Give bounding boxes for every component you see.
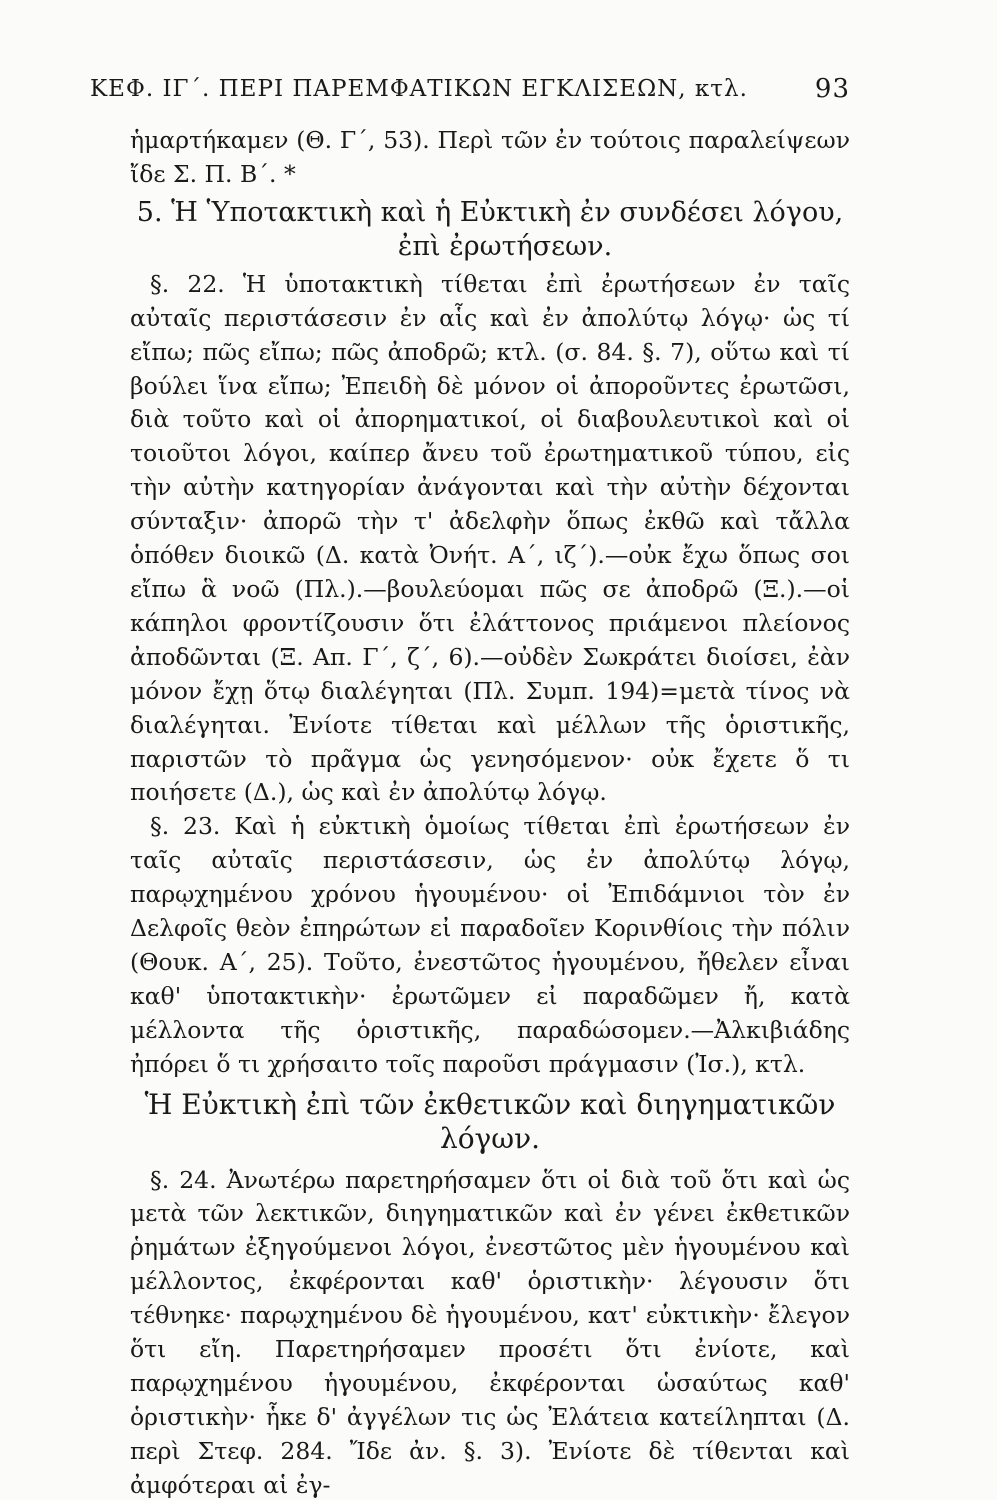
chapter-heading: ΚΕΦ. ΙΓ΄. ΠΕΡΙ ΠΑΡΕΜΦΑΤΙΚΩΝ ΕΓΚΛΙΣΕΩΝ, κτλ. <box>90 76 748 102</box>
subsection-heading: Ἡ Εὐκτικὴ ἐπὶ τῶν ἐκθετικῶν καὶ διηγηματικῶν λόγων. <box>144 1087 836 1155</box>
paragraph-continuation: ἡμαρτήκαμεν (Θ. Γ΄, 53). Περὶ τῶν ἐν τούτοις παραλείψεων ἴδε Σ. Π. Β΄. * <box>130 126 850 188</box>
paragraph-22: §. 22. Ἡ ὑποτακτικὴ τίθεται ἐπὶ ἐρωτήσεων ἐν ταῖς αὐταῖς περιστάσεσιν ἐν αἷς καὶ ἐν ἀπολύτῳ λόγῳ· ὡς τί εἴπω; πῶς εἴπω; πῶς ἀποδρῶ; κτλ. (σ. 84. §. 7), οὕτω καὶ τί βούλει ἵνα εἴπω; Ἐπειδὴ δὲ μόνον οἱ ἀποροῦντες ἐρωτῶσι, διὰ τοῦτο καὶ οἱ ἀπορηματικοί, οἱ διαβουλευτικοὶ καὶ οἱ τοιοῦτοι λόγοι, καίπερ ἄνευ τοῦ ἐρωτηματικοῦ τύπου, εἰς τὴν αὐτὴν κατηγορίαν ἀνάγονται καὶ τὴν αὐτὴν δέχονται σύνταξιν· ἀπορῶ τὴν τ' ἀδελφὴν ὅπως ἐκθῶ καὶ τἄλλα ὁπόθεν διοικῶ (Δ. κατὰ Ὀνήτ. Α΄, ιζ΄).—οὐκ ἔχω ὅπως σοι εἴπω ἃ νοῶ (Πλ.).—βουλεύομαι πῶς σε ἀποδρῶ (Ξ.).—οἱ κάπηλοι φροντίζουσιν ὅτι ἐλάττονος πριάμενοι πλείονος ἀποδῶνται (Ξ. Απ. Γ΄, ζ΄, 6).—οὐδὲν Σωκράτει διοίσει, ἐὰν μόνον ἔχῃ ὅτῳ διαλέγηται (Πλ. Συμπ. 194)=μετὰ τίνος νὰ διαλέγηται. Ἐνίοτε τίθεται καὶ μέλλων τῆς ὁριστικῆς, παριστῶν τὸ πρᾶγμα ὡς γενησόμενον· οὐκ ἔχετε ὅ τι ποιήσετε (Δ.), ὡς καὶ ἐν ἀπολύτῳ λόγῳ. <box>130 269 850 807</box>
section-5-title-line-2: ἐπὶ ἐρωτήσεων. <box>397 230 613 262</box>
paragraph-23: §. 23. Καὶ ἡ εὐκτικὴ ὁμοίως τίθεται ἐπὶ ἐρωτήσεων ἐν ταῖς αὐταῖς περιστάσεσιν, ὡς ἐν ἀπολύτῳ λόγῳ, παρῳχημένου χρόνου ἡγουμένου· οἱ Ἐπιδάμνιοι τὸν ἐν Δελφοῖς θεὸν ἐπηρώτων εἰ παραδοῖεν Κορινθίοις τὴν πόλιν (Θουκ. Α΄, 25). Τοῦτο, ἐνεστῶτος ἡγουμένου, ἤθελεν εἶναι καθ' ὑποτακτικὴν· ἐρωτῶμεν εἰ παραδῶμεν ἤ, κατὰ μέλλοντα τῆς ὁριστικῆς, παραδώσομεν.—Ἀλκιβιάδης ἠπόρει ὅ τι χρήσαιτο τοῖς παροῦσι πράγμασιν (Ἰσ.), κτλ. <box>130 812 850 1078</box>
section-5-title <box>130 196 850 264</box>
paragraph-24: §. 24. Ἀνωτέρω παρετηρήσαμεν ὅτι οἱ διὰ τοῦ ὅτι καὶ ὡς μετὰ τῶν λεκτικῶν, διηγηματικῶν καὶ ἐν γένει ἐκθετικῶν ῥημάτων ἐξηγούμενοι λόγοι, ἐνεστῶτος μὲν ἡγουμένου καὶ μέλλοντος, ἐκφέρονται καθ' ὁριστικὴν· λέγουσιν ὅτι τέθνηκε· παρῳχημένου δὲ ἡγουμένου, κατ' εὐκτικὴν· ἔλεγον ὅτι εἴη. Παρετηρήσαμεν προσέτι ὅτι ἐνίοτε, καὶ παρῳχημένου ἡγουμένου, ἐκφέρονται ὡσαύτως καθ' ὁριστικὴν· ἧκε δ' ἀγγέλων τις ὡς Ἐλάτεια κατείληπται (Δ. περὶ Στεφ. 284. Ἴδε ἀν. §. 3). Ἐνίοτε δὲ τίθενται καὶ ἀμφότεραι αἱ ἐγ- <box>130 1165 850 1499</box>
page-number: 93 <box>814 74 850 104</box>
body-text <box>130 124 850 1503</box>
section-5-title-line-1: 5. Ἡ Ὑποτακτικὴ καὶ ἡ Εὐκτικὴ ἐν συνδέσει λόγου, <box>136 196 844 228</box>
running-head <box>90 76 850 116</box>
